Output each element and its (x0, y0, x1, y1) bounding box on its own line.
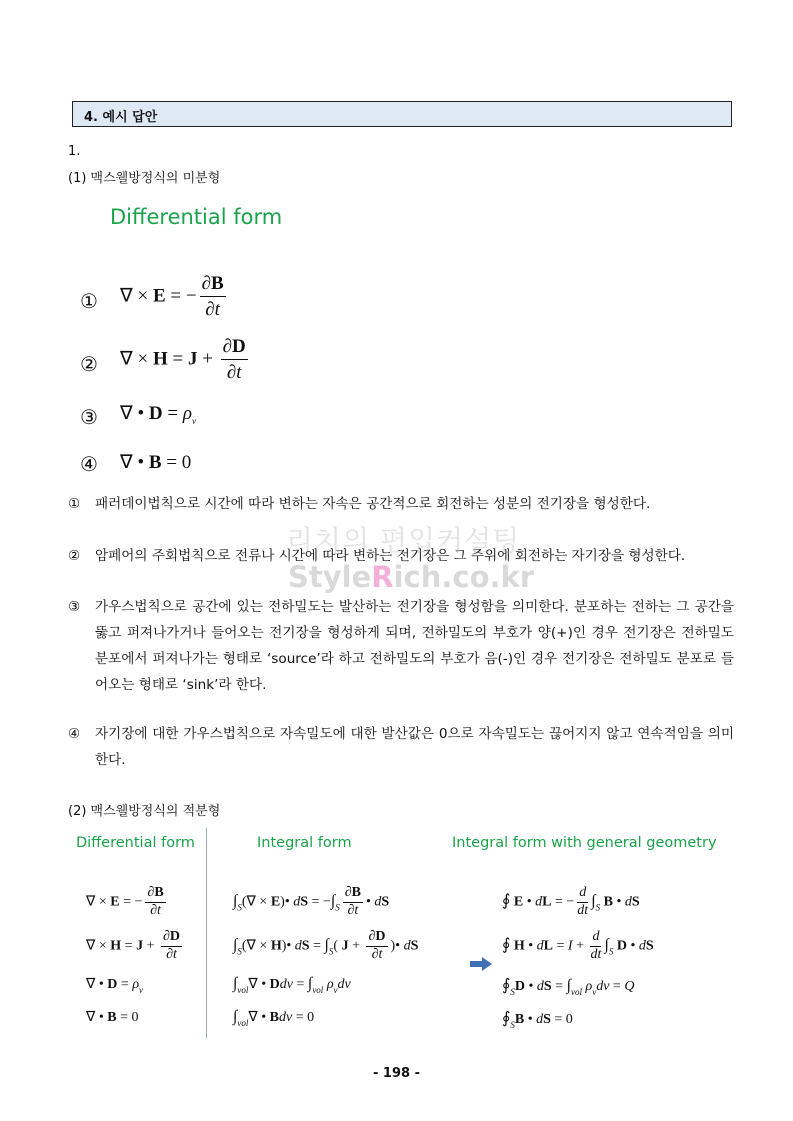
small-eq-int-2: $\int_S(\nabla$ × H)• dS = $\int_S$( J + $\frac{\partial D}{\partial t}$ )• dS (233, 929, 419, 962)
small-eq-diff-1: ∇ × E = − $\frac{\partial B}{\partial t}$ (86, 885, 164, 918)
small-eq-diff-3: ∇ • $D = \rho_v$ (86, 977, 144, 995)
explanation-text: 가우스법칙으로 공간에 있는 전하밀도는 발산하는 전기장을 형성함을 의미한다. 분포하는 전하는 그 공간을 뚫고 퍼져나가거나 들어오는 전기장을 형성하게 되며, 전하밀도의 부호가 양(+)인 경우 전기장은 전하밀도 분포에서 퍼져나가는 형태로 ‘source’라 하고 전하밀도의 부호가 음(-)인 경우 전기장은 전하밀도 분포로 들어오는 형태로 ‘sink’라 한다. (95, 599, 734, 693)
explanation-text: 패러데이법칙으로 시간에 따라 변하는 자속은 공간적으로 회전하는 성분의 전기장을 형성한다. (95, 496, 651, 512)
circled-number-3: ③ (80, 405, 98, 429)
explanation-4 (68, 721, 734, 773)
header-differential-form: Differential form (76, 835, 195, 851)
equation-faraday: ∇ × E = − $\frac{\partial B}{\partial t}$ (120, 273, 224, 320)
question-number: 1. (68, 144, 81, 159)
watermark-text: 리치의 편입커설팅 (286, 524, 521, 557)
small-eq-int-3: $\int_{vol}\nabla$ • Ddv = $\int_{vol}$ $\rho_vdv$ (233, 975, 351, 995)
small-eq-int-1: $\int_S(\nabla$ × E)• dS = $-\int_S$ $\frac{\partial B}{\partial t}$ • dS (233, 885, 390, 918)
circled-number-1: ① (80, 289, 98, 313)
explanation-3 (68, 594, 734, 698)
equation-ampere: ∇ × H = J + $\frac{\partial D}{\partial t}$ (120, 336, 246, 383)
small-eq-diff-4: ∇ • B = 0 (86, 1010, 139, 1025)
section-title: 4. 예시 답안 (84, 110, 158, 125)
column-divider (206, 828, 207, 1038)
explanation-1 (68, 491, 734, 517)
explanation-marker: ② (68, 548, 81, 564)
page-number: - 198 - (373, 1066, 420, 1081)
small-eq-int-4: $\int_{vol}\nabla$ • Bdv = 0 (233, 1008, 315, 1028)
header-integral-form: Integral form (257, 835, 352, 851)
equation-gauss-magnetic: ∇ • B = 0 (120, 452, 192, 473)
watermark-url: StyleRich.co.kr (288, 560, 535, 594)
explanation-marker: ③ (68, 599, 81, 615)
equation-gauss-electric: ∇ • $D = \rho_v$ (120, 403, 196, 426)
circled-number-2: ② (80, 352, 98, 376)
explanation-text: 암페어의 주회법칙으로 전류나 시간에 따라 변하는 전기장은 그 주위에 회전하는 자기장을 형성한다. (95, 548, 686, 564)
header-integral-general: Integral form with general geometry (452, 835, 717, 851)
small-eq-diff-2: ∇ × H = J + $\frac{\partial D}{\partial t}$ (86, 929, 181, 962)
explanation-marker: ① (68, 496, 81, 512)
circled-number-4: ④ (80, 452, 98, 476)
right-arrow-icon (470, 957, 492, 971)
small-eq-gen-2: ∮ H • dL = I + $\frac{d}{dt}$ $\int_S$ D • dS (502, 929, 654, 962)
part2-title: (2) 맥스웰방정식의 적분형 (68, 804, 221, 819)
small-eq-gen-1: ∮ E • dL = − $\frac{d}{dt}$ $\int_S$ B • dS (502, 885, 640, 918)
small-eq-gen-4: $∮_SB$ • dS = 0 (502, 1010, 573, 1030)
section-header-box (72, 101, 732, 127)
explanation-marker: ④ (68, 726, 81, 742)
explanation-text: 자기장에 대한 가우스법칙으로 자속밀도에 대한 발산값은 0으로 자속밀도는 끊어지지 않고 연속적임을 의미한다. (95, 726, 734, 768)
small-eq-gen-3: $∮_SD$ • dS = $\int_{vol}$ $\rho_vdv = Q$ (502, 977, 635, 997)
differential-form-heading: Differential form (110, 205, 283, 229)
part1-title: (1) 맥스웰방정식의 미분형 (68, 171, 221, 186)
